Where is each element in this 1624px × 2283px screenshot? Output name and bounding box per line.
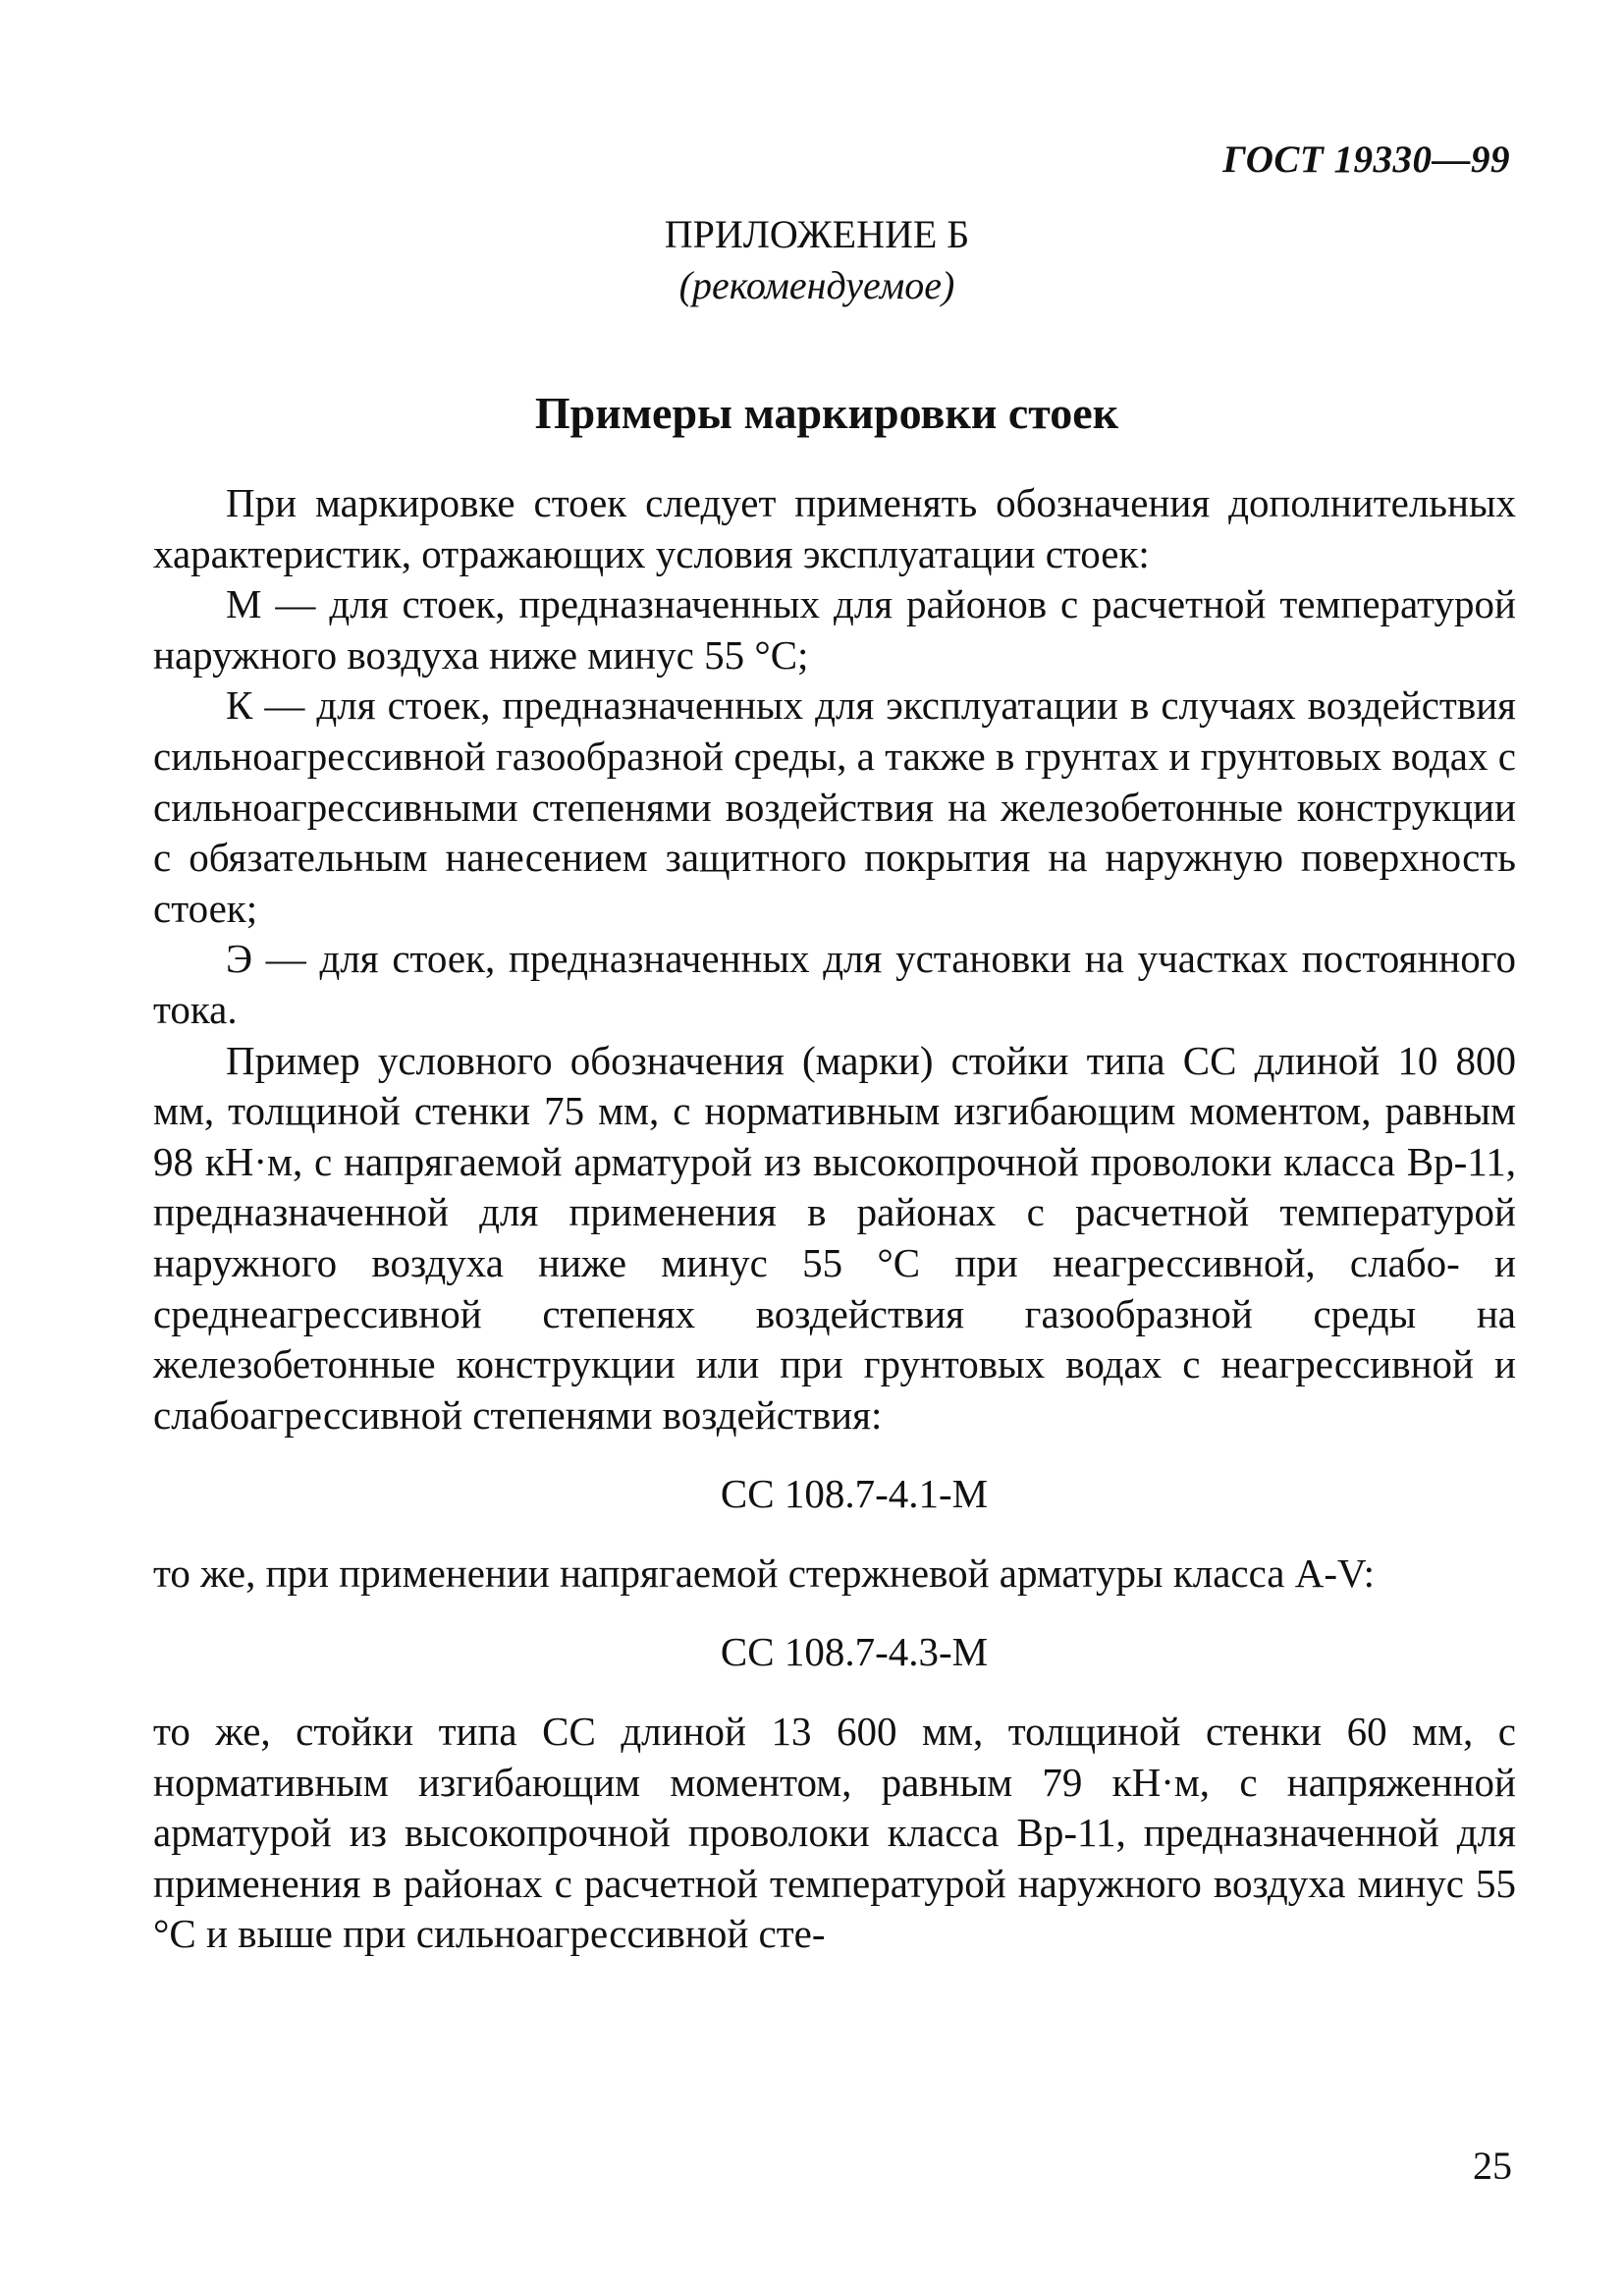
- paragraph-k-definition: К — для стоек, предназначенных для эксплуатации в случаях воздействия сильноагрессивной газообразной среды, а также в грунтах и грунтовых водах с сильноагрессивными степенями воздействия на железобетонные конструкции с обязательным нанесением защитного покрытия на наружную поверхность стоек;: [153, 682, 1516, 931]
- designation-example-2: СС 108.7-4.3-М: [720, 1629, 989, 1675]
- paragraph-example-2: то же, при применении напрягаемой стержневой арматуры класса A-V:: [153, 1549, 1375, 1596]
- appendix-subtitle: (рекомендуемое): [678, 263, 955, 307]
- section-title: Примеры маркировки стоек: [534, 388, 1119, 438]
- paragraph-e-definition: Э — для стоек, предназначенных для установки на участках постоянного тока.: [153, 936, 1516, 1032]
- designation-example-1: СС 108.7-4.1-М: [720, 1471, 989, 1517]
- paragraph-example-1: Пример условного обозначения (марки) стойки типа СС длиной 10 800 мм, толщиной стенки 75 мм, с нормативным изгибающим моментом, равным 98 кН·м, с напрягаемой арматурой из высокопрочной проволоки класса Вр-11, предназначенной для применения в районах с расчетной температурой наружного воздуха ниже минус 55 °С при неагрессивной, слабо- и среднеагрессивной степенях воздействия газообразной среды на железобетонные конструкции или при грунтовых водах с неагрессивной и слабоагрессивной степенями воздействия:: [153, 1037, 1516, 1438]
- appendix-title: ПРИЛОЖЕНИЕ Б: [664, 212, 970, 256]
- page-number: 25: [1473, 2144, 1512, 2188]
- paragraph-m-definition: М — для стоек, предназначенных для районов с расчетной температурой наружного воздуха ниже минус 55 °С;: [153, 581, 1516, 678]
- body-text: [153, 478, 1516, 1960]
- document-code: ГОСТ 19330—99: [1222, 138, 1510, 181]
- paragraph-intro: При маркировке стоек следует применять обозначения дополнительных характеристик, отражающих условия эксплуатации стоек:: [153, 480, 1516, 576]
- paragraph-example-3: то же, стойки типа СС длиной 13 600 мм, толщиной стенки 60 мм, с нормативным изгибающим моментом, равным 79 кН·м, с напряженной арматурой из высокопрочной проволоки класса Вр-11, предназначенной для применения в районах с расчетной температурой наружного воздуха минус 55 °С и выше при сильноагрессивной сте-: [153, 1709, 1516, 1957]
